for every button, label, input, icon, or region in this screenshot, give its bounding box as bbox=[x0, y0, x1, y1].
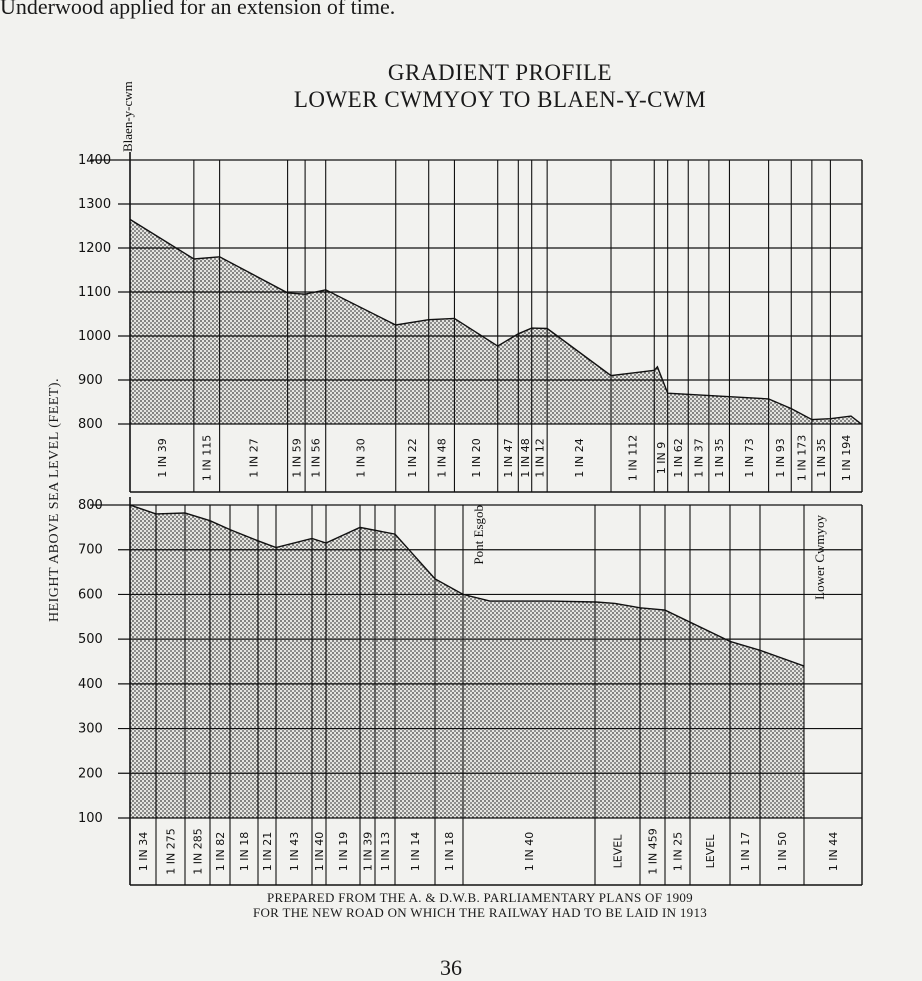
gradient-label-lower-15: 1 IN 459 bbox=[646, 828, 660, 875]
gradient-label-lower-10: 1 IN 13 bbox=[379, 831, 392, 872]
gradient-label-lower-11: 1 IN 14 bbox=[409, 831, 422, 872]
y-axis-label: HEIGHT ABOVE SEA LEVEL (FEET). bbox=[47, 377, 62, 623]
place-label-lower-0: Pont Esgob bbox=[471, 505, 486, 565]
gradient-label-upper-10: 1 IN 48 bbox=[519, 438, 533, 478]
gradient-label-lower-4: 1 IN 18 bbox=[238, 831, 251, 872]
gradient-label-lower-0: 1 IN 34 bbox=[137, 831, 150, 872]
gradient-label-upper-2: 1 IN 27 bbox=[247, 438, 261, 478]
gradient-label-upper-8: 1 IN 20 bbox=[470, 438, 484, 478]
footer-line-1: PREPARED FROM THE A. & D.W.B. PARLIAMENTARY PLANS OF 1909 bbox=[266, 890, 693, 905]
chart-title: GRADIENT PROFILE bbox=[387, 60, 613, 85]
y-tick-lower-800: 800 bbox=[78, 498, 103, 513]
gradient-label-lower-1: 1 IN 275 bbox=[164, 828, 178, 875]
y-tick-lower-100: 100 bbox=[78, 811, 103, 826]
gradient-label-upper-22: 1 IN 194 bbox=[840, 434, 854, 482]
y-tick-upper-1300: 1300 bbox=[78, 197, 112, 212]
gradient-label-upper-7: 1 IN 48 bbox=[435, 438, 449, 478]
gradient-label-lower-13: 1 IN 40 bbox=[523, 831, 536, 872]
top-text: Underwood applied for an extension of time. bbox=[0, 0, 396, 19]
gradient-label-upper-18: 1 IN 73 bbox=[743, 438, 757, 478]
gradient-label-lower-17: LEVEL bbox=[704, 834, 717, 869]
gradient-label-upper-14: 1 IN 9 bbox=[654, 441, 668, 475]
panel-upper bbox=[78, 81, 862, 492]
gradient-label-upper-20: 1 IN 173 bbox=[795, 434, 809, 482]
y-tick-upper-1200: 1200 bbox=[78, 241, 112, 256]
y-tick-upper-1100: 1100 bbox=[78, 285, 112, 300]
gradient-label-upper-17: 1 IN 35 bbox=[713, 438, 727, 478]
gradient-label-upper-1: 1 IN 115 bbox=[200, 434, 214, 482]
gradient-label-upper-19: 1 IN 93 bbox=[773, 438, 787, 478]
y-tick-lower-400: 400 bbox=[78, 676, 103, 692]
y-tick-lower-300: 300 bbox=[78, 721, 103, 737]
gradient-label-upper-4: 1 IN 56 bbox=[309, 438, 323, 478]
gradient-label-lower-3: 1 IN 82 bbox=[214, 831, 227, 872]
gradient-label-lower-19: 1 IN 50 bbox=[776, 831, 789, 872]
gradient-label-lower-20: 1 IN 44 bbox=[827, 831, 840, 872]
y-tick-lower-500: 500 bbox=[78, 632, 103, 648]
profile-area-lower bbox=[130, 505, 804, 818]
panel-lower bbox=[78, 497, 862, 885]
gradient-label-lower-6: 1 IN 43 bbox=[288, 831, 301, 872]
place-label-lower-1: Lower Cwmyoy bbox=[812, 515, 827, 600]
y-tick-upper-900: 900 bbox=[78, 373, 103, 388]
gradient-label-upper-12: 1 IN 24 bbox=[573, 438, 587, 478]
gradient-label-upper-15: 1 IN 62 bbox=[671, 438, 685, 478]
y-tick-upper-1400: 1400 bbox=[78, 153, 112, 168]
gradient-label-upper-16: 1 IN 37 bbox=[692, 438, 706, 478]
gradient-label-upper-21: 1 IN 35 bbox=[815, 438, 829, 478]
footer-line-2: FOR THE NEW ROAD ON WHICH THE RAILWAY HAD TO BE LAID IN 1913 bbox=[252, 905, 708, 920]
gradient-label-lower-16: 1 IN 25 bbox=[671, 831, 685, 872]
gradient-label-lower-18: 1 IN 17 bbox=[739, 831, 752, 872]
gradient-label-upper-13: 1 IN 112 bbox=[626, 434, 640, 482]
gradient-label-upper-9: 1 IN 47 bbox=[502, 438, 516, 478]
gradient-label-lower-14: LEVEL bbox=[611, 834, 625, 869]
y-tick-lower-600: 600 bbox=[78, 587, 103, 603]
gradient-label-lower-9: 1 IN 39 bbox=[361, 831, 375, 872]
y-tick-lower-200: 200 bbox=[78, 766, 103, 782]
gradient-label-lower-7: 1 IN 40 bbox=[313, 831, 326, 872]
gradient-label-upper-11: 1 IN 12 bbox=[533, 438, 547, 478]
gradient-label-upper-5: 1 IN 30 bbox=[354, 438, 368, 478]
y-tick-upper-800: 800 bbox=[78, 417, 103, 432]
gradient-label-lower-8: 1 IN 19 bbox=[337, 831, 350, 872]
gradient-label-lower-2: 1 IN 285 bbox=[191, 828, 205, 875]
gradient-label-upper-3: 1 IN 59 bbox=[290, 438, 304, 478]
gradient-label-upper-6: 1 IN 22 bbox=[406, 438, 420, 478]
profile-area-upper bbox=[130, 219, 861, 424]
y-tick-lower-700: 700 bbox=[78, 542, 103, 558]
y-tick-upper-1000: 1000 bbox=[78, 329, 112, 344]
gradient-label-lower-12: 1 IN 18 bbox=[443, 831, 456, 872]
page-number: 36 bbox=[440, 955, 462, 980]
chart-subtitle: LOWER CWMYOY TO BLAEN-Y-CWM bbox=[293, 87, 707, 112]
gradient-label-lower-5: 1 IN 21 bbox=[261, 831, 274, 872]
place-label-upper-0: Blaen-y-cwm bbox=[120, 81, 135, 152]
gradient-label-upper-0: 1 IN 39 bbox=[155, 438, 169, 478]
